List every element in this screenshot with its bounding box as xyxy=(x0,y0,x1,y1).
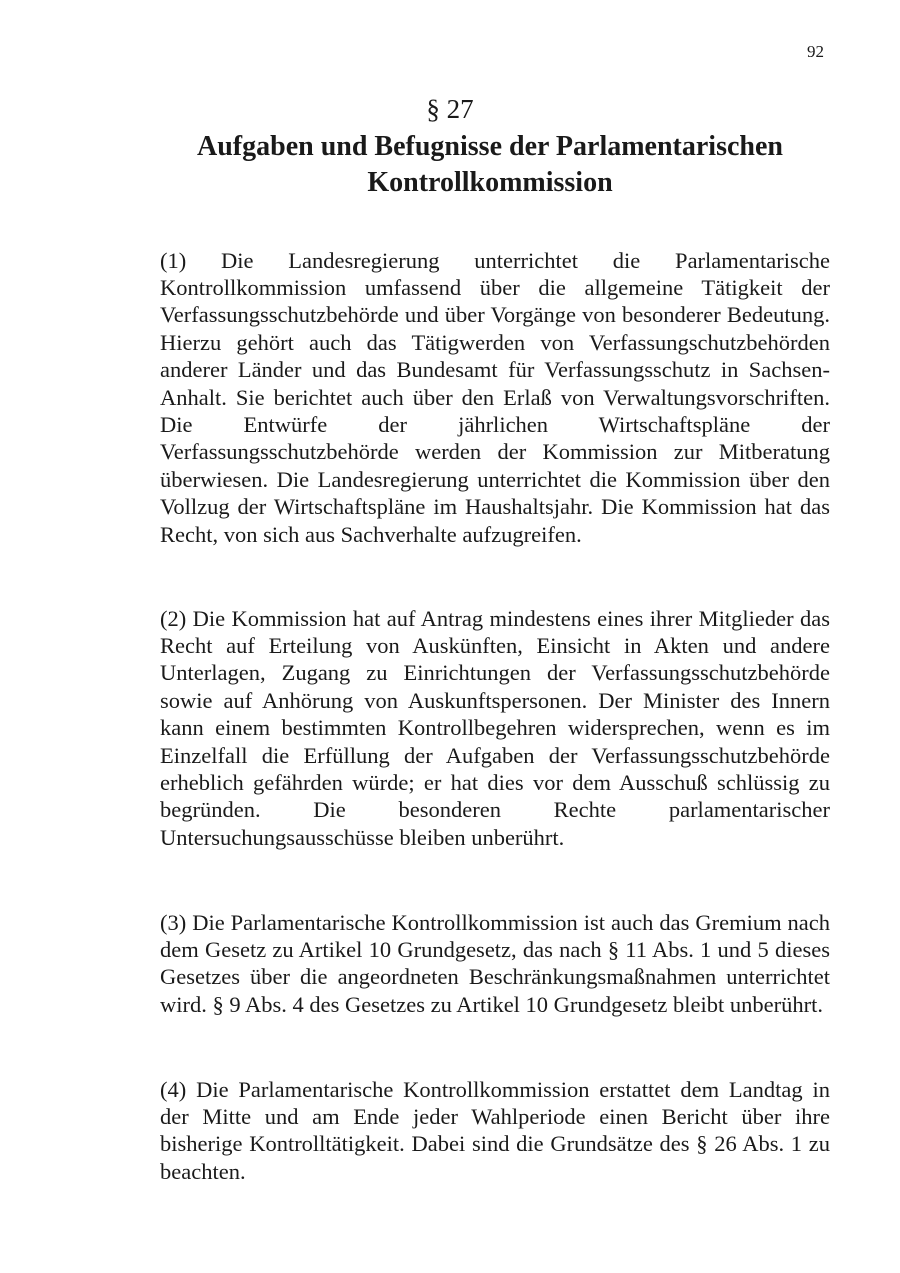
section-number: § 27 xyxy=(426,94,474,124)
section-title-line-2: Kontrollkommission xyxy=(367,167,613,198)
paragraph-3: (3) Die Parlamentarische Kontrollkommission ist auch das Gremium nach dem Gesetz zu Artikel 10 Grundgesetz, das nach § 11 Abs. 1 und 5 dieses Gesetzes über die angeordneten Beschränkungsmaßnahmen unterrichtet wird. § 9 Abs. 4 des Gesetzes zu Artikel 10 Grundgesetz bleibt unberührt. xyxy=(160,909,830,1017)
section-title xyxy=(160,129,820,201)
section-title-line-1: Aufgaben und Befugnisse der Parlamentarischen xyxy=(197,131,783,162)
paragraph-4: (4) Die Parlamentarische Kontrollkommission erstattet dem Landtag in der Mitte und am Ende jeder Wahlperiode einen Bericht über ihre bisherige Kontrolltätigkeit. Dabei sind die Grundsätze des § 26 Abs. 1 zu beachten. xyxy=(160,1076,830,1184)
paragraph-1: (1) Die Landesregierung unterrichtet die Parlamentarische Kontrollkommission umfassend über die allgemeine Tätigkeit der Verfassungsschutzbehörde und über Vorgänge von besonderer Bedeutung. Hierzu gehört auch das Tätigwerden von Verfassungschutzbehörden anderer Länder und das Bundesamt für Verfassungsschutz in Sachsen-Anhalt. Sie berichtet auch über den Erlaß von Verwaltungsvorschriften. Die Entwürfe der jährlichen Wirtschaftspläne der Verfassungsschutzbehörde werden der Kommission zur Mitberatung überwiesen. Die Landesregierung unterrichtet die Kommission über den Vollzug der Wirtschaftspläne im Haushaltsjahr. Die Kommission hat das Recht, von sich aus Sachverhalte aufzugreifen. xyxy=(160,247,830,547)
paragraph-2: (2) Die Kommission hat auf Antrag mindestens eines ihrer Mitglieder das Recht auf Erteilung von Auskünften, Einsicht in Akten und andere Unterlagen, Zugang zu Einrichtungen der Verfassungsschutzbehörde sowie auf Anhörung von Auskunftspersonen. Der Minister des Innern kann einem bestimmten Kontrollbegehren widersprechen, wenn es im Einzelfall die Erfüllung der Aufgaben der Verfassungsschutzbehörde erheblich gefährden würde; er hat dies vor dem Ausschuß schlüssig zu begründen. Die besonderen Rechte parlamentarischer Untersuchungsausschüsse bleiben unberührt. xyxy=(160,605,830,850)
page-number: 92 xyxy=(807,42,824,61)
